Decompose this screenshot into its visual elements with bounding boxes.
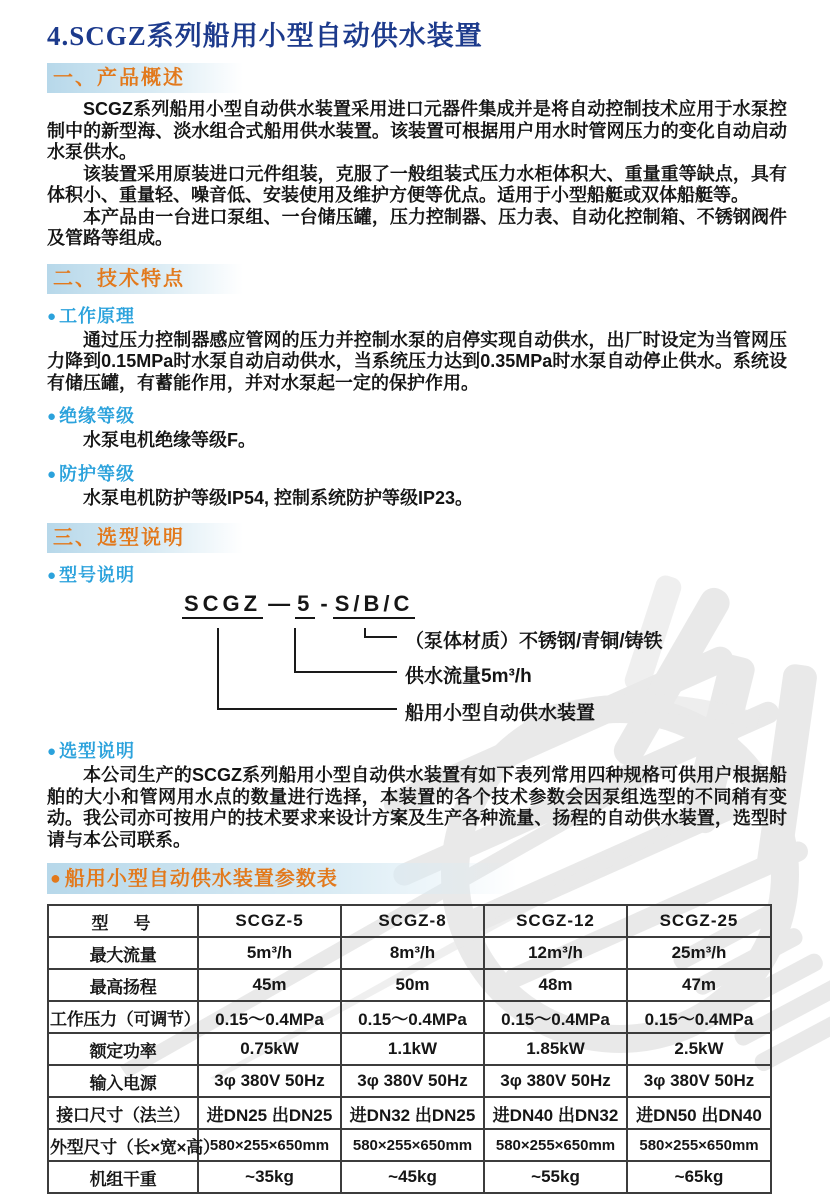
table-row-label: 机组干重 [48, 1161, 198, 1193]
parameter-table [47, 904, 772, 1194]
table-col-scgz-8: SCGZ-8 [341, 905, 484, 937]
table-cell: 580×255×650mm [341, 1129, 484, 1161]
table-cell: 8m³/h [341, 937, 484, 969]
table-cell: 47m [627, 969, 771, 1001]
parameter-table-caption-label: 船用小型自动供水装置参数表 [64, 868, 338, 890]
table-cell: 进DN32 出DN25 [341, 1097, 484, 1129]
selection-notes-heading [47, 737, 787, 763]
table-header-model: 型 号 [48, 905, 198, 937]
annotation-pump-material: （泵体材质）不锈钢/青铜/铸铁 [405, 631, 663, 652]
table-col-scgz-5: SCGZ-5 [198, 905, 341, 937]
table-cell: 进DN50 出DN40 [627, 1097, 771, 1129]
annotation-flow-rate: 供水流量5m³/h [405, 666, 532, 687]
table-cell: 50m [341, 969, 484, 1001]
feature-text-protection-class: 水泵电机防护等级IP54, 控制系统防护等级IP23。 [83, 487, 474, 508]
table-row-rated-power [48, 1033, 771, 1065]
table-cell: 1.85kW [484, 1033, 627, 1065]
bullet-icon: ● [47, 307, 58, 325]
table-cell: 0.75kW [198, 1033, 341, 1065]
model-code-dash: - [320, 591, 328, 616]
table-cell: 48m [484, 969, 627, 1001]
table-cell: 12m³/h [484, 937, 627, 969]
page-title: 4.SCGZ系列船用小型自动供水装置 [47, 21, 483, 51]
document-page [0, 14, 830, 1189]
table-row-label: 额定功率 [48, 1033, 198, 1065]
table-cell: 进DN40 出DN32 [484, 1097, 627, 1129]
overview-paragraph-1: SCGZ系列船用小型自动供水装置采用进口元器件集成并是将自动控制技术应用于水泵控制中的新型海、淡水组合式船用供水装置。该装置可根据用户用水时管网压力的变化自动启动水泵供水。 [47, 99, 787, 162]
feature-text-working-principle: 通过压力控制器感应管网的压力并控制水泵的启停实现自动供水，出厂时设定为当管网压力降到0.15MPa时水泵自动启动供水，当系统压力达到0.35MPa时水泵自动停止供水。系统设有储压罐，有蓄能作用，并对水泵起一定的保护作用。 [47, 329, 787, 393]
table-cell: 3φ 380V 50Hz [627, 1065, 771, 1097]
table-cell: 25m³/h [627, 937, 771, 969]
selection-notes-paragraph: 本公司生产的SCGZ系列船用小型自动供水装置有如下表列常用四种规格可供用户根据船舶的大小和管网用水点的数量进行选择，本装置的各个技术参数会因泵组选型的不同稍有变动。我公司亦可按用户的技术要求来设计方案及生产各种流量、扬程的自动供水装置，选型时请与本公司联系。 [47, 765, 787, 850]
table-row-label: 外型尺寸（长×宽×高） [48, 1129, 198, 1161]
bullet-icon: ● [50, 868, 62, 888]
table-cell: 0.15～0.4MPa [341, 1001, 484, 1033]
bullet-icon: ● [47, 567, 58, 584]
table-row-working-pressure [48, 1001, 771, 1033]
table-cell: 0.15～0.4MPa [627, 1001, 771, 1033]
bullet-icon: ● [47, 465, 58, 483]
model-description-heading [47, 561, 787, 587]
table-cell: ~45kg [341, 1161, 484, 1193]
feature-text-insulation-class: 水泵电机绝缘等级F。 [83, 430, 256, 450]
model-code-diagram [47, 591, 787, 729]
table-cell: 580×255×650mm [627, 1129, 771, 1161]
table-cell: 45m [198, 969, 341, 1001]
selection-notes-label: 选型说明 [59, 741, 136, 761]
section-heading-selection [47, 523, 243, 553]
table-cell: 3φ 380V 50Hz [484, 1065, 627, 1097]
model-code-dash: — [268, 591, 291, 616]
section-heading-overview-label: 一、产品概述 [53, 67, 185, 89]
bullet-icon: ● [47, 408, 58, 425]
model-code-flow: 5 [295, 591, 315, 619]
table-row-outline-dimensions [48, 1129, 771, 1161]
feature-label: 工作原理 [59, 305, 136, 326]
table-cell: 580×255×650mm [198, 1129, 341, 1161]
feature-label: 防护等级 [59, 463, 136, 484]
section-heading-overview [47, 63, 243, 93]
feature-item-protection-class [47, 460, 787, 486]
section-heading-features [47, 264, 243, 294]
table-row-label: 最大流量 [48, 937, 198, 969]
table-row-label: 接口尺寸（法兰） [48, 1097, 198, 1129]
table-header-row [48, 905, 771, 937]
table-col-scgz-12: SCGZ-12 [484, 905, 627, 937]
section-heading-features-label: 二、技术特点 [53, 267, 185, 290]
table-col-scgz-25: SCGZ-25 [627, 905, 771, 937]
table-cell: ~35kg [198, 1161, 341, 1193]
model-code-material: S/B/C [333, 591, 416, 619]
feature-label: 绝缘等级 [59, 406, 136, 426]
table-row-flange-size [48, 1097, 771, 1129]
section-heading-selection-label: 三、选型说明 [53, 527, 185, 549]
table-cell: 5m³/h [198, 937, 341, 969]
table-row-label: 最高扬程 [48, 969, 198, 1001]
annotation-device-name: 船用小型自动供水装置 [405, 703, 596, 724]
table-row-label: 输入电源 [48, 1065, 198, 1097]
table-row-max-head [48, 969, 771, 1001]
bullet-icon: ● [47, 743, 58, 760]
table-cell: 进DN25 出DN25 [198, 1097, 341, 1129]
table-cell: 0.15～0.4MPa [198, 1001, 341, 1033]
document-content [0, 14, 830, 1194]
table-cell: 0.15～0.4MPa [484, 1001, 627, 1033]
overview-paragraph-2: 该装置采用原装进口元件组装，克服了一般组装式压力水柜体积大、重量重等缺点，具有体积小、重量轻、噪音低、安装使用及维护方便等优点。适用于小型船艇或双体船艇等。 [47, 163, 787, 205]
table-cell: 580×255×650mm [484, 1129, 627, 1161]
table-cell: 2.5kW [627, 1033, 771, 1065]
table-cell: 3φ 380V 50Hz [341, 1065, 484, 1097]
table-row-label: 工作压力（可调节） [48, 1001, 198, 1033]
feature-item-insulation-class [47, 402, 787, 428]
table-cell: ~65kg [627, 1161, 771, 1193]
table-cell: ~55kg [484, 1161, 627, 1193]
overview-paragraph-3: 本产品由一台进口泵组、一台储压罐，压力控制器、压力表、自动化控制箱、不锈钢阀件及管路等组成。 [47, 206, 787, 248]
parameter-table-caption [47, 863, 517, 894]
model-code-series: SCGZ [182, 591, 263, 619]
table-row-input-power [48, 1065, 771, 1097]
model-description-label: 型号说明 [59, 565, 136, 585]
table-row-max-flow [48, 937, 771, 969]
feature-item-working-principle [47, 302, 787, 328]
table-cell: 1.1kW [341, 1033, 484, 1065]
table-cell: 3φ 380V 50Hz [198, 1065, 341, 1097]
table-row-dry-weight [48, 1161, 771, 1193]
